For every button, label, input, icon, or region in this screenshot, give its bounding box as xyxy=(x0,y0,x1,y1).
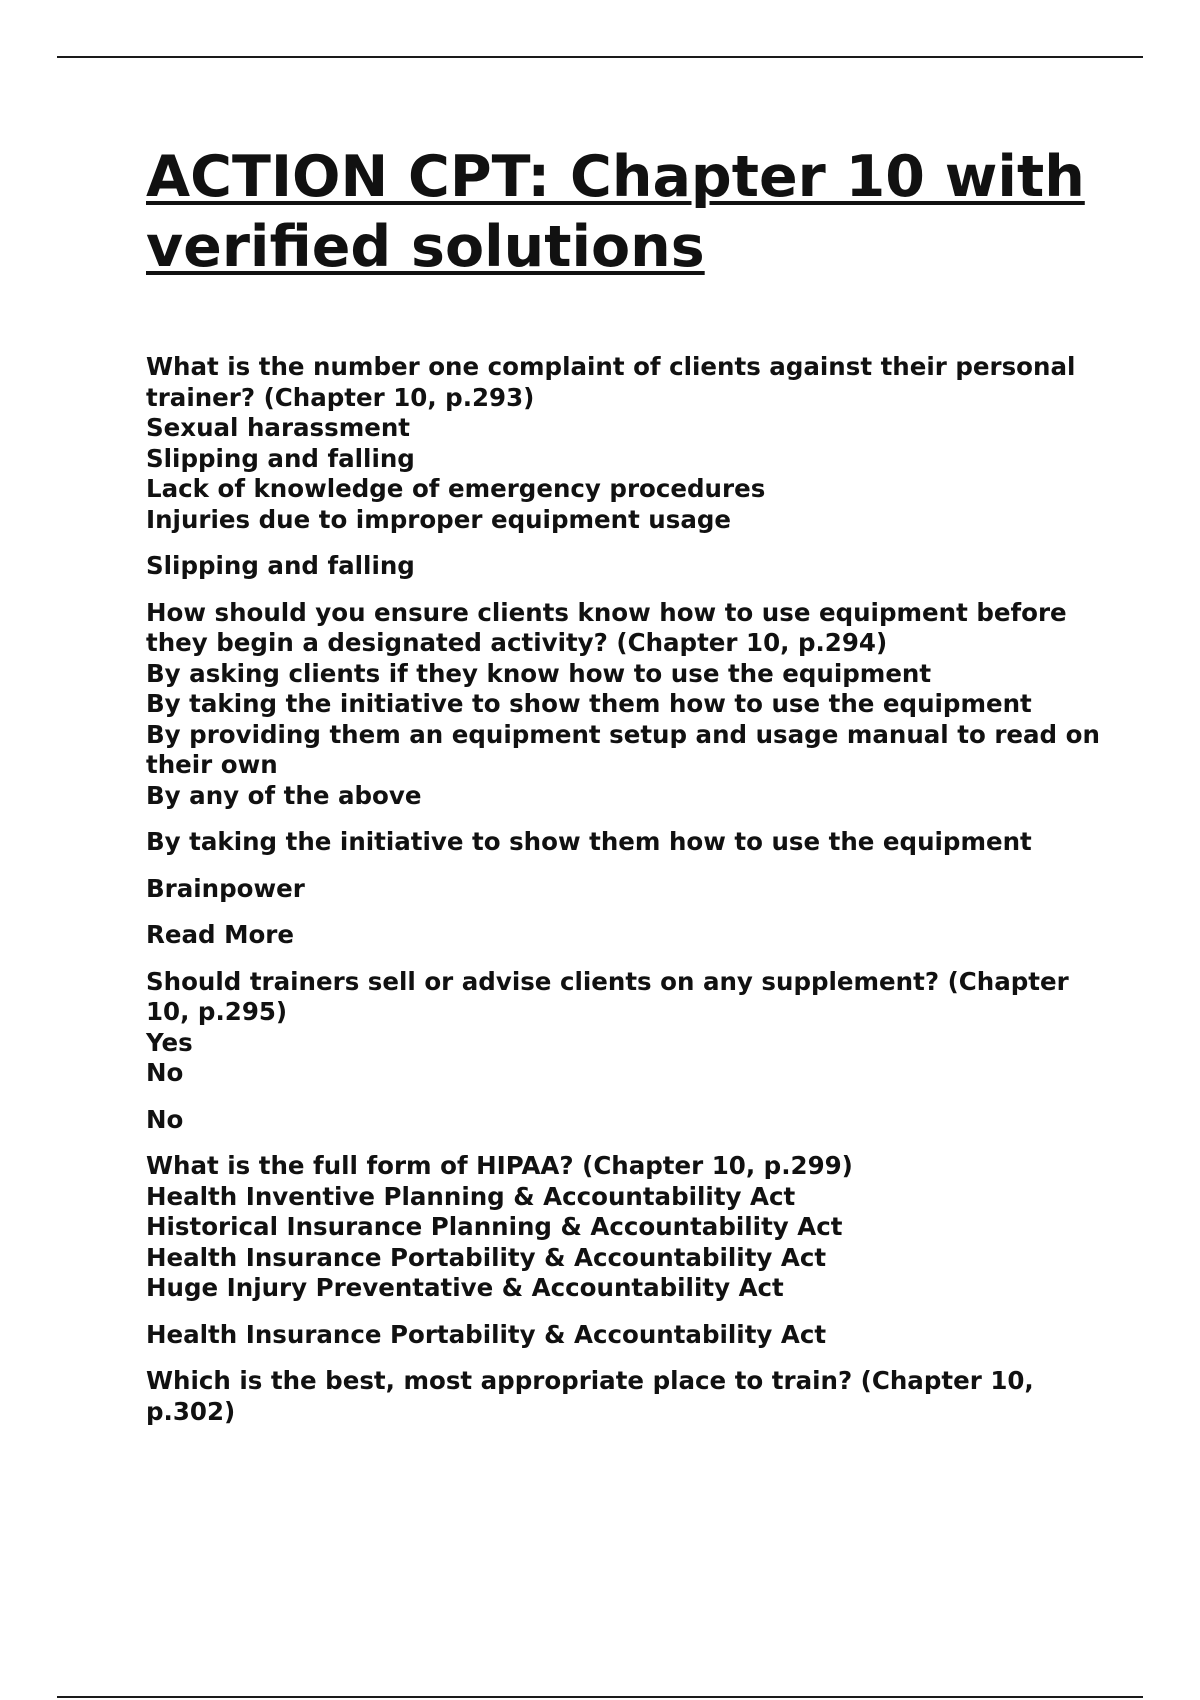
question-text: What is the number one complaint of clients against their personal trainer? (Chapter 10, p.293) xyxy=(146,352,1076,412)
answer-option: Health Inventive Planning & Accountability Act xyxy=(146,1181,796,1211)
answer-block xyxy=(146,1105,1106,1136)
answer-option: By providing them an equipment setup and usage manual to read on their own xyxy=(146,719,1100,779)
answer-option: Yes xyxy=(146,1027,193,1057)
answer-option: By taking the initiative to show them how to use the equipment xyxy=(146,689,1032,718)
answer-block xyxy=(146,1320,1106,1351)
answer-option: Historical Insurance Planning & Accountability Act xyxy=(146,1212,843,1241)
answer-option: By any of the above xyxy=(146,780,422,810)
read-more-block xyxy=(146,920,1106,951)
question-block xyxy=(146,1366,1106,1427)
answer-option: No xyxy=(146,1058,184,1087)
question-text: Should trainers sell or advise clients on any supplement? (Chapter 10, p.295) xyxy=(146,966,1069,1026)
read-more-link[interactable]: Read More xyxy=(146,920,294,949)
top-rule xyxy=(57,56,1143,58)
answer-option: Lack of knowledge of emergency procedures xyxy=(146,474,766,503)
question-text: What is the full form of HIPAA? (Chapter 10, p.299) xyxy=(146,1151,853,1180)
correct-answer: No xyxy=(146,1104,184,1134)
qa-list xyxy=(146,352,1106,1427)
brainpower-label: Brainpower xyxy=(146,873,305,903)
answer-block xyxy=(146,827,1106,858)
correct-answer: Health Insurance Portability & Accountability Act xyxy=(146,1319,827,1349)
question-text: How should you ensure clients know how to use equipment before they begin a designated activity? (Chapter 10, p.294) xyxy=(146,597,1067,657)
answer-option: Sexual harassment xyxy=(146,413,411,442)
answer-option: Health Insurance Portability & Accountability Act xyxy=(146,1242,827,1272)
question-text: Which is the best, most appropriate place to train? (Chapter 10, p.302) xyxy=(146,1366,1034,1426)
answer-option: By asking clients if they know how to use the equipment xyxy=(146,658,932,688)
question-block xyxy=(146,352,1106,535)
answer-option: Huge Injury Preventative & Accountability Act xyxy=(146,1273,784,1302)
correct-answer: Slipping and falling xyxy=(146,551,415,580)
answer-option: Injuries due to improper equipment usage xyxy=(146,504,732,534)
answer-option: Slipping and falling xyxy=(146,443,415,473)
brainpower-label-block xyxy=(146,874,1106,905)
page-content xyxy=(146,142,1106,1443)
question-block xyxy=(146,967,1106,1089)
answer-block xyxy=(146,551,1106,582)
correct-answer: By taking the initiative to show them how to use the equipment xyxy=(146,827,1032,856)
question-block xyxy=(146,1151,1106,1304)
question-block xyxy=(146,598,1106,812)
document-title: ACTION CPT: Chapter 10 with verified solutions xyxy=(146,144,1085,280)
bottom-rule xyxy=(57,1696,1143,1698)
